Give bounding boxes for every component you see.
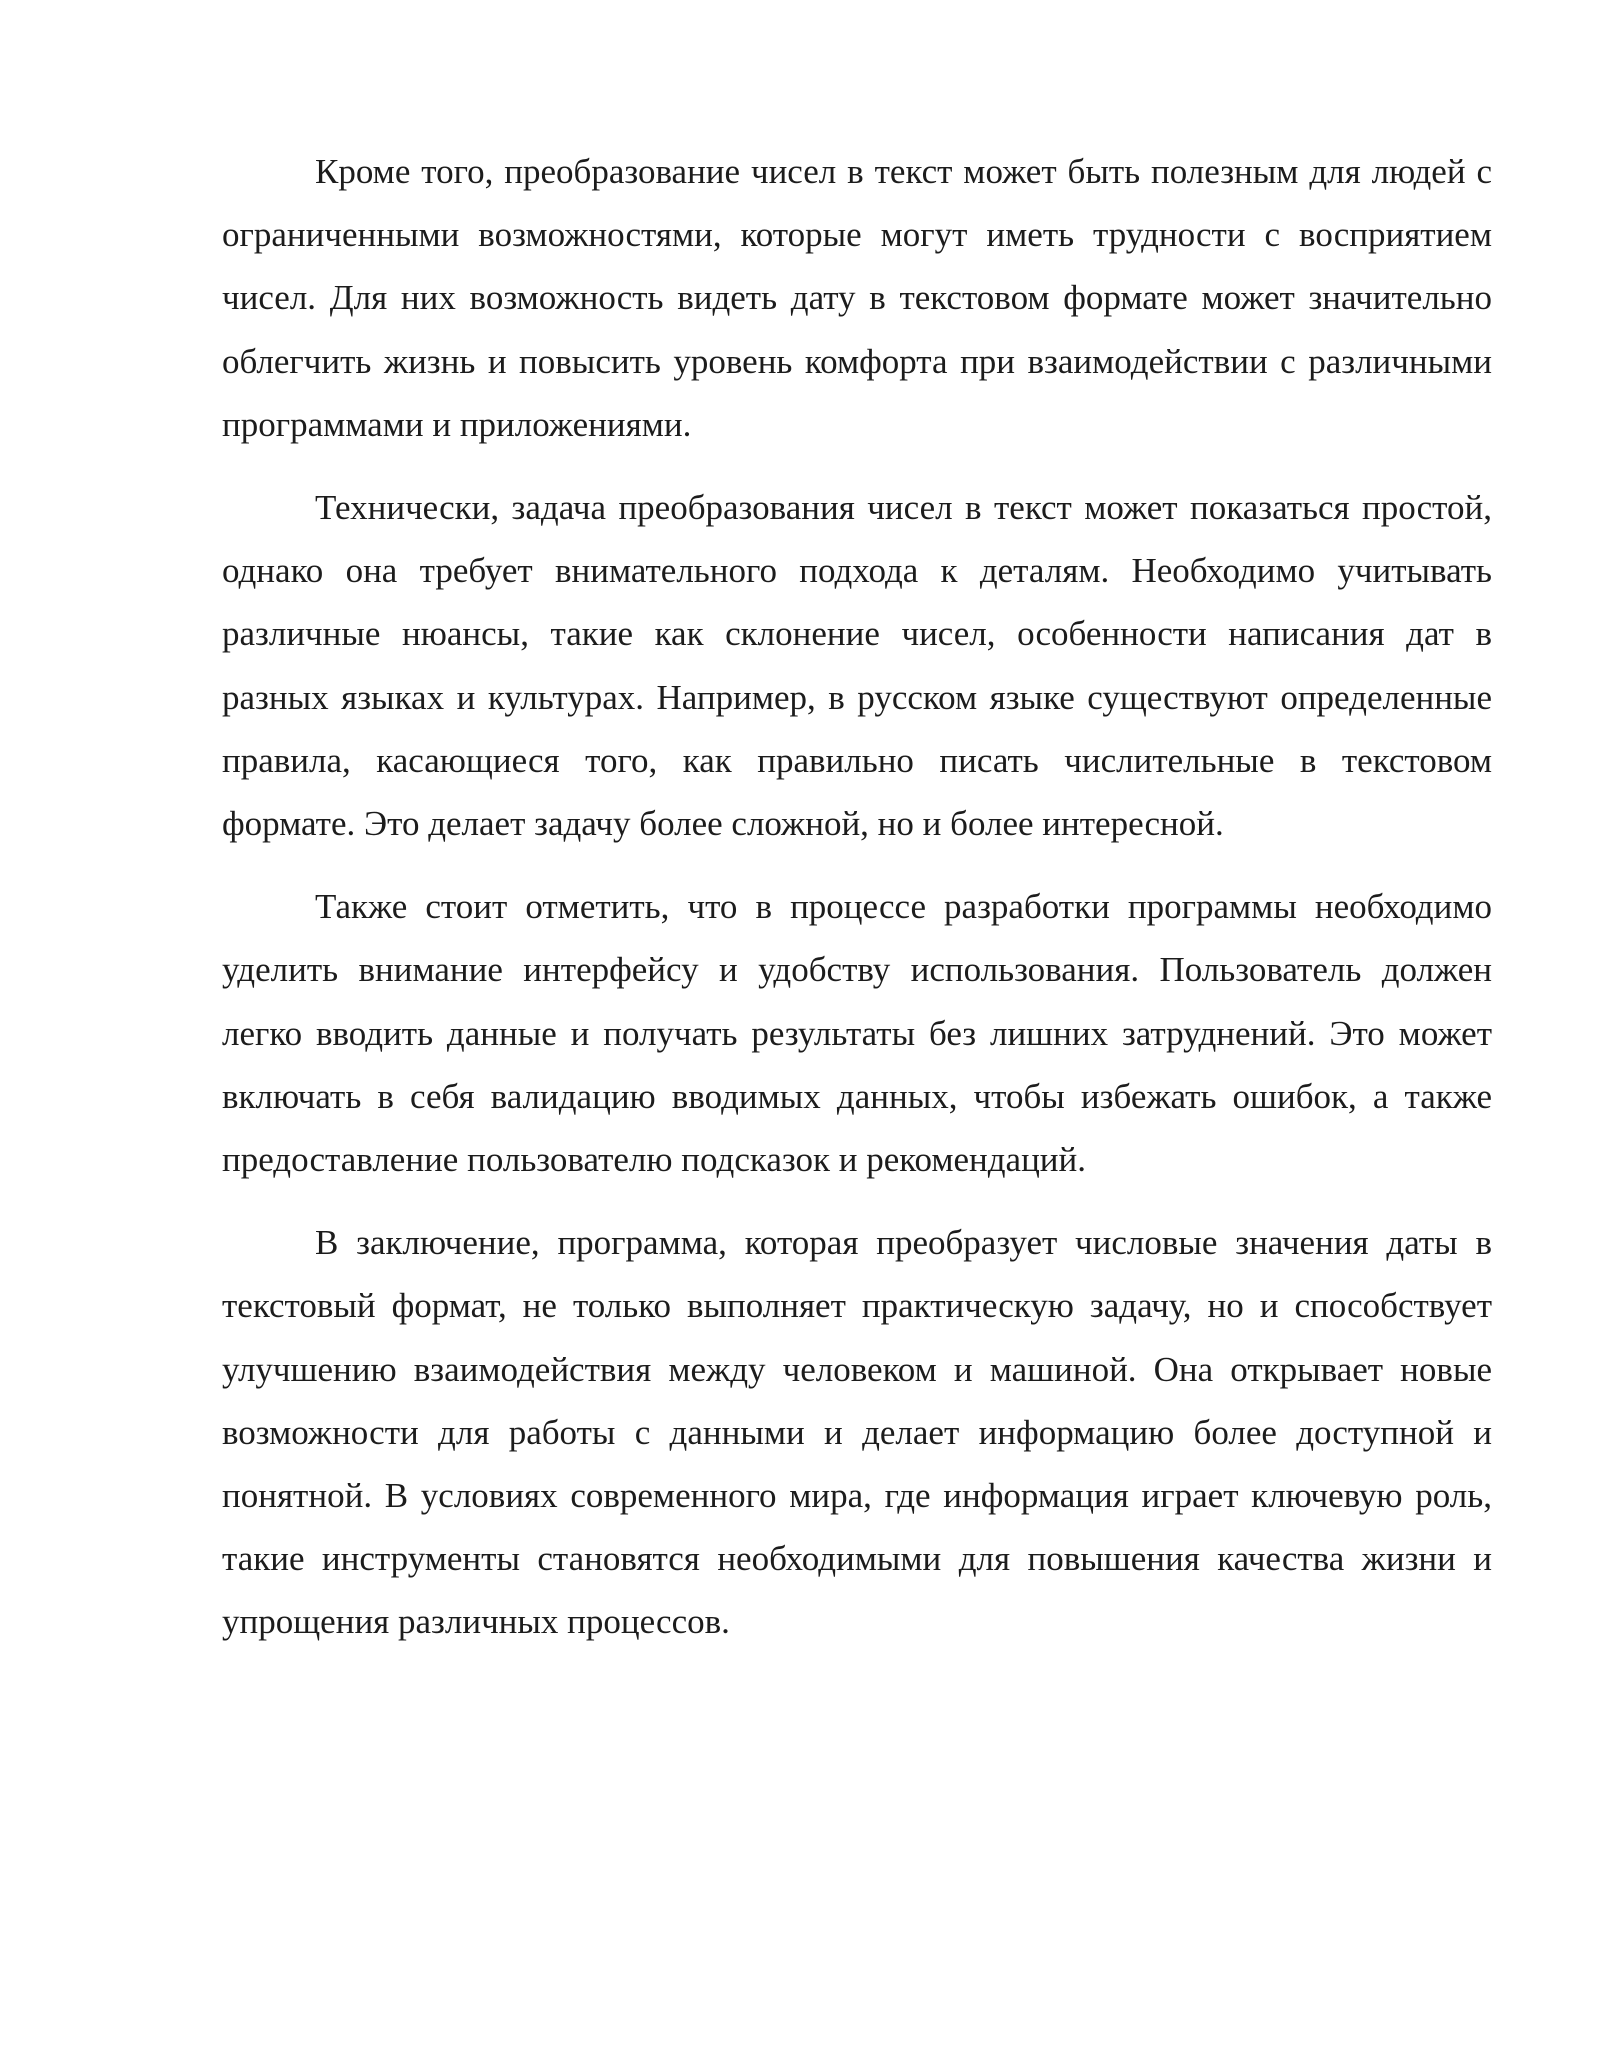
paragraph-technical: Технически, задача преобразования чисел в текст может показаться простой, однако она требует внимательного подхода к деталям. Необходимо учитывать различные нюансы, такие как склонение чисел, особенности написания дат в разных языках и культурах. Например, в русском языке существуют определенные правила, касающиеся того, как правильно писать числительные в текстовом формате. Это делает задачу более сложной, но и более интересной. xyxy=(222,488,1492,844)
paragraph-conclusion: В заключение, программа, которая преобразует числовые значения даты в текстовый формат, не только выполняет практическую задачу, но и способствует улучшению взаимодействия между человеком и машиной. Она открывает новые возможности для работы с данными и делает информацию более доступной и понятной. В условиях современного мира, где информация играет ключевую роль, такие инструменты становятся необходимыми для повышения качества жизни и упрощения различных процессов. xyxy=(222,1223,1492,1642)
paragraph-interface: Также стоит отметить, что в процессе разработки программы необходимо уделить внимание интерфейсу и удобству использования. Пользователь должен легко вводить данные и получать результаты без лишних затруднений. Это может включать в себя валидацию вводимых данных, чтобы избежать ошибок, а также предоставление пользователю подсказок и рекомендаций. xyxy=(222,887,1492,1180)
document-page xyxy=(222,140,1492,1674)
paragraph-accessibility: Кроме того, преобразование чисел в текст может быть полезным для людей с ограниченными возможностями, которые могут иметь трудности с восприятием чисел. Для них возможность видеть дату в текстовом формате может значительно облегчить жизнь и повысить уровень комфорта при взаимодействии с различными программами и приложениями. xyxy=(222,152,1492,444)
